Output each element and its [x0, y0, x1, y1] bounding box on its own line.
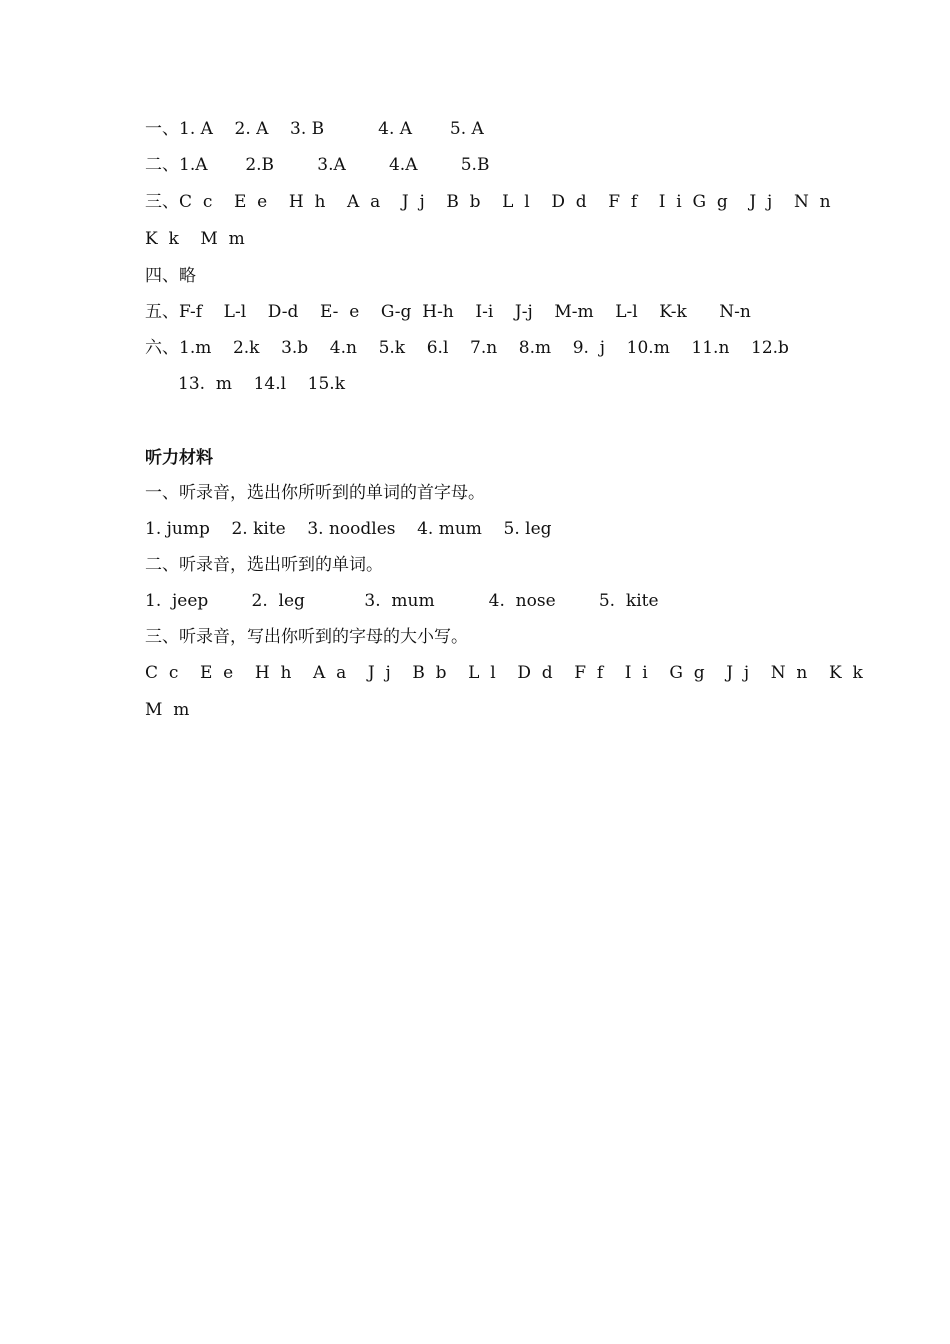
answer-line-2: 二、1.A 2.B 3.A 4.A 5.B: [145, 155, 490, 175]
q3-items-line-1: C c E e H h A a J j B b L l D d F f I i G g J j N n K k: [145, 663, 863, 683]
q3-instruction: 三、听录音，写出你听到的字母的大小写。: [145, 627, 468, 647]
answer-line-7: 六、1.m 2.k 3.b 4.n 5.k 6.l 7.n 8.m 9. j 10.m 11.n 12.b: [145, 338, 789, 358]
answer-line-6: 五、F-f L-l D-d E- e G-g H-h I-i J-j M-m L-l K-k N-n: [145, 302, 751, 322]
q3-items-line-2: M m: [145, 700, 190, 720]
answer-line-3: 三、C c E e H h A a J j B b L l D d F f I i G g J j N n: [145, 192, 831, 212]
q2-instruction: 二、听录音，选出听到的单词。: [145, 555, 383, 575]
q1-items: 1. jump 2. kite 3. noodles 4. mum 5. leg: [145, 519, 552, 539]
answer-line-5: 四、略: [145, 266, 196, 286]
q2-items: 1. jeep 2. leg 3. mum 4. nose 5. kite: [145, 591, 659, 611]
answer-line-4: K k M m: [145, 229, 245, 249]
section-title: 听力材料: [145, 448, 213, 468]
answer-line-1: 一、1. A 2. A 3. B 4. A 5. A: [145, 119, 484, 139]
answer-line-8: 13. m 14.l 15.k: [178, 374, 346, 394]
q1-instruction: 一、听录音，选出你所听到的单词的首字母。: [145, 483, 485, 503]
